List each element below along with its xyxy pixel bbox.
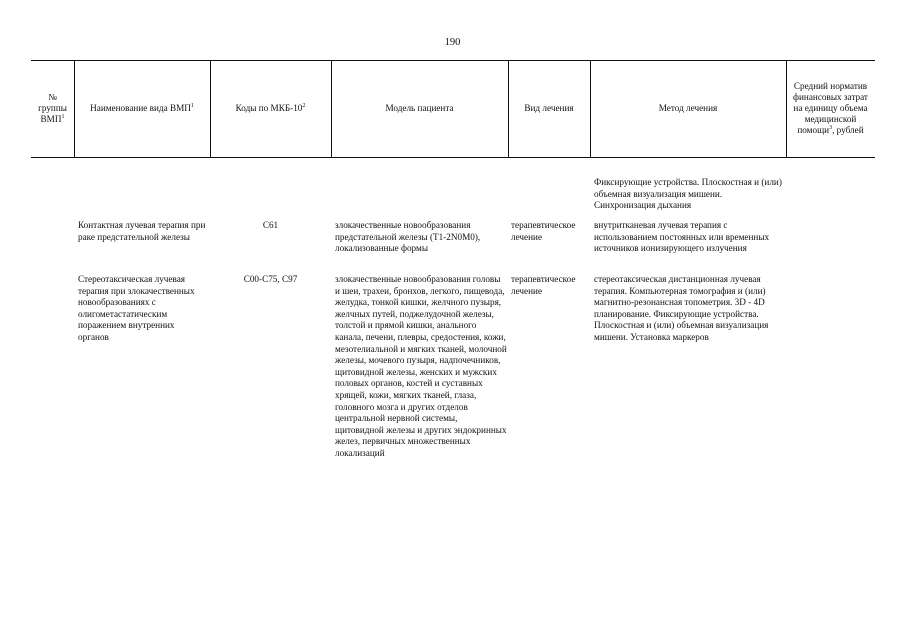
row-2-name: Стереотаксическая лучевая терапия при злокачественных новообразованиях с олигометастатическим поражением внутренних органов bbox=[78, 274, 195, 342]
row-2-model: злокачественные новообразования головы и шеи, трахеи, бронхов, легкого, пищевода, желудка, тонкой кишки, желчного пузыря, желчных путей, поджелудочной железы, толстой и прямой кишки, анального канала, печени, плевры, средостения, кожи, мезотелиальной и мягких тканей, молочной железы, мочевого пузыря, надпочечников, щитовидной железы, женских и мужских половых органов, костей и суставных хрящей, кожи, мягких тканей, глаза, головного мозга и других отделов центральной нервной системы, щитовидной железы и других эндокринных желез, первичных множественных локализаций bbox=[335, 274, 507, 458]
continuation-method: Фиксирующие устройства. Плоскостная и (или) объемная визуализация мишени. Синхронизация дыхания bbox=[594, 177, 782, 211]
row-1-method: внутритканевая лучевая терапия с использованием постоянных или временных источников ионизирующего излучения bbox=[594, 220, 770, 254]
header-patient-model: Модель пациента bbox=[385, 103, 454, 113]
row-1-codes: C61 bbox=[262, 220, 279, 230]
row-2-treatment: терапевтическое лечение bbox=[511, 274, 576, 296]
row-1-name: Контактная лучевая терапия при раке предстательной железы bbox=[78, 220, 206, 242]
header-group-number: № группы ВМП$^1$ bbox=[38, 92, 67, 124]
table-header-bottom-rule bbox=[31, 157, 875, 158]
header-treatment-method: Метод лечения bbox=[658, 103, 718, 113]
header-icd-codes: Коды по МКБ-$10^2$ bbox=[235, 102, 306, 113]
header-treatment-type: Вид лечения bbox=[524, 103, 574, 113]
row-1-model: злокачественные новообразования предстательной железы (T1-2N0M0), локализованные формы bbox=[335, 220, 481, 254]
row-2-method: стереотаксическая дистанционная лучевая терапия. Компьютерная томография и (или) магнитно-резонансная топометрия. 3D - 4D планирование. Фиксирующие устройства. Плоскостная и (или) объемная визуализация мишени. Установка маркеров bbox=[594, 274, 769, 342]
row-1-treatment: терапевтическое лечение bbox=[511, 220, 576, 242]
row-2-codes: C00-C75, C97 bbox=[243, 274, 298, 284]
header-vmp-name: Наименование вида ВМП$^1$ bbox=[90, 102, 194, 113]
page-number: 190 bbox=[444, 37, 461, 48]
header-average-cost: Средний норматив финансовых затрат на единицу объема медицинской помощи$^3$, рублей bbox=[793, 81, 868, 135]
